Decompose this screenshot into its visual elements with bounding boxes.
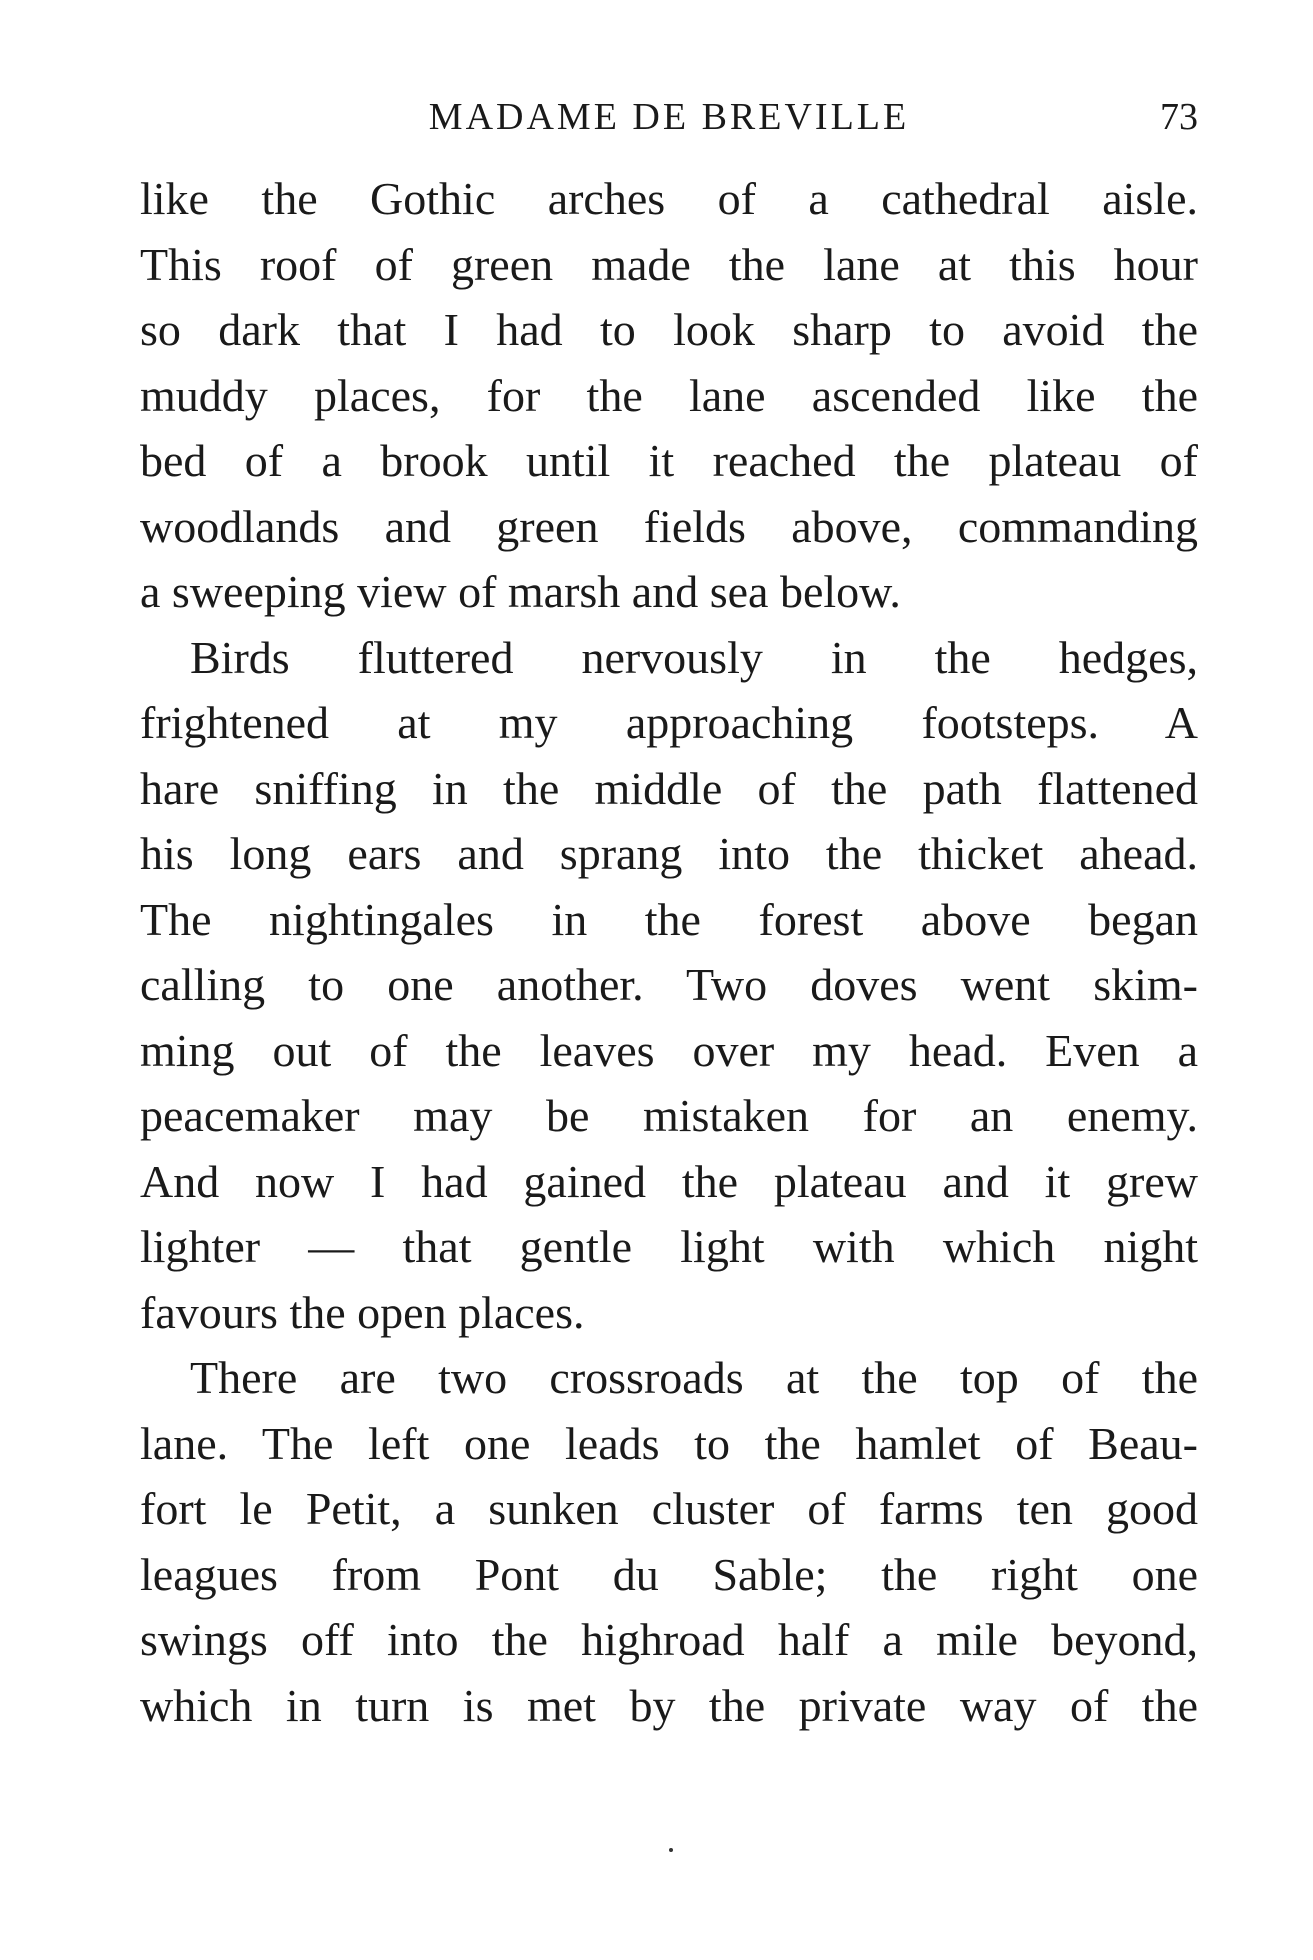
- text-line: leagues from Pont du Sable; the right one: [140, 1548, 1198, 1600]
- text-line: favours the open places.: [140, 1286, 585, 1338]
- print-speck: [669, 1848, 673, 1852]
- text-line: There are two crossroads at the top of the: [190, 1352, 1198, 1403]
- text-line: like the Gothic arches of a cathedral aisle.: [140, 173, 1198, 224]
- page-number: 73: [1160, 96, 1198, 138]
- text-line: The nightingales in the forest above began: [140, 893, 1198, 945]
- text-line: Birds fluttered nervously in the hedges,: [190, 631, 1198, 683]
- paragraph: [140, 1345, 1198, 1738]
- running-head-title: MADAME DE BREVILLE: [428, 96, 910, 138]
- text-line: ming out of the leaves over my head. Even a: [140, 1024, 1198, 1076]
- text-line: fort le Petit, a sunken cluster of farms ten good: [140, 1483, 1198, 1534]
- text-line: lighter — that gentle light with which night: [140, 1221, 1198, 1272]
- text-line: woodlands and green fields above, commanding: [140, 500, 1198, 552]
- text-line: his long ears and sprang into the thicket ahead.: [140, 828, 1198, 879]
- running-head: [140, 92, 1198, 142]
- text-line: lane. The left one leads to the hamlet of Beau-: [140, 1417, 1198, 1469]
- text-line: bed of a brook until it reached the plateau of: [140, 435, 1198, 486]
- text-line: calling to one another. Two doves went skim-: [140, 959, 1198, 1010]
- text-line: frightened at my approaching footsteps. A: [140, 697, 1198, 748]
- text-line: muddy places, for the lane ascended like the: [140, 369, 1198, 421]
- paragraph: [140, 166, 1198, 625]
- text-line: hare sniffing in the middle of the path flattened: [140, 762, 1198, 814]
- body-text: [140, 166, 1198, 1738]
- paragraph: [140, 625, 1198, 1346]
- text-line: which in turn is met by the private way of the: [140, 1679, 1198, 1731]
- text-line: so dark that I had to look sharp to avoid the: [140, 304, 1198, 355]
- text-line: This roof of green made the lane at this hour: [140, 238, 1198, 290]
- text-line: swings off into the highroad half a mile beyond,: [140, 1614, 1198, 1665]
- text-line: peacemaker may be mistaken for an enemy.: [140, 1090, 1198, 1141]
- text-line: a sweeping view of marsh and sea below.: [140, 566, 901, 617]
- text-line: And now I had gained the plateau and it grew: [140, 1155, 1198, 1207]
